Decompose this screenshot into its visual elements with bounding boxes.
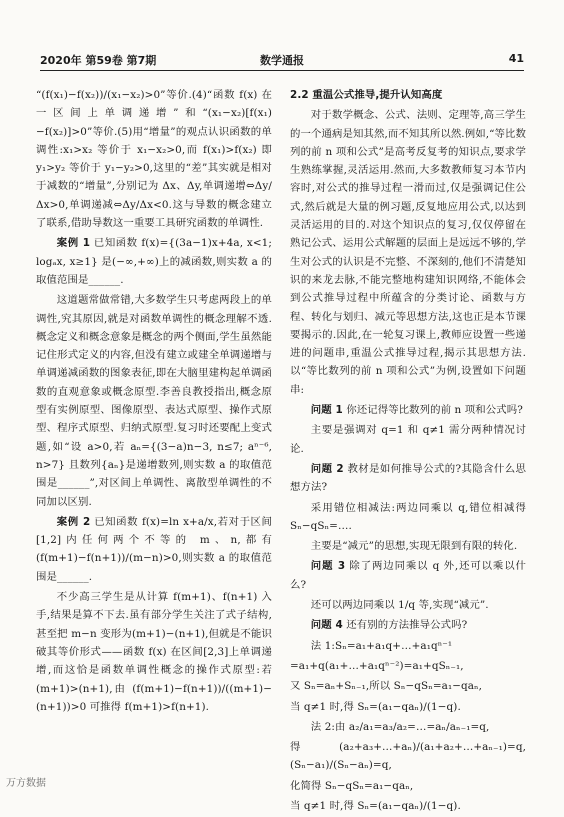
question-3-label: 问题 3 <box>310 560 346 573</box>
paragraph: 不少高三学生是从计算 f(m+1)、f(n+1) 入手,结果是算不下去.虽有部分学生关注了式子结构,甚至把 m−n 变形为(m+1)−(n+1),但就是不能识破其等价形式——函数 f(x) 在区间[2,3]上单调递增,而这恰是函数单调性概念的操作式原型:若(m+1)>(n+1),由 (f(m+1)−f(n+1))/((m+1)−(n+1))>0 可推得 f(m+1)>f(n+1). <box>36 591 272 713</box>
question-2 <box>290 460 526 497</box>
question-1-text: 你还记得等比数列的前 n 项和公式吗? <box>346 404 523 417</box>
case-1 <box>36 234 272 289</box>
method-1-line: 又 Sₙ=aₙ+Sₙ₋₁,所以 Sₙ−qSₙ=a₁−qaₙ, <box>290 680 483 693</box>
question-2-text: 教材是如何推导公式的?其隐含什么思想方法? <box>290 462 526 494</box>
method-2-line: 当 q≠1 时,得 Sₙ=(a₁−qaₙ)/(1−q). <box>290 799 461 812</box>
method-2-line: 得 (a₂+a₃+…+aₙ)/(a₁+a₂+…+aₙ₋₁)=q,(Sₙ−a₁)/(Sₙ−aₙ)=q, <box>290 741 526 772</box>
case-2-text: 已知函数 f(x)=ln x+a/x,若对于区间[1,2]内任何两个不等的 m、n,都有 (f(m+1)−f(n+1))/(m−n)>0,则实数 a 的取值范围是______. <box>36 515 273 583</box>
question-3 <box>290 557 526 594</box>
question-1-note: 主要是强调对 q=1 和 q≠1 需分两种情况讨论. <box>290 424 526 455</box>
paragraph: 这道题常做常错,大多数学生只考虑两段上的单调性,究其原因,就是对函数单调性的概念理解不透.概念定义和概念意象是概念的两个侧面,学生虽然能记住形式定义的内容,但没有建立或建全单调递增与单调递减函数的图象表征,即在大脑里建构起单调函数的直观意象或概念原型.李善良教授指出,概念原型有实例原型、图像原型、表达式原型、操作式原型、程序式原型、归纳式原型.复习时还要配上变式题,如“设 a>0,若 aₙ={(3−a)n−3, n≤7; aⁿ⁻⁶, n>7} 且数列{aₙ}是递增数列,则实数 a 的取值范围是______”,对区间上单调性、离散型单调性的不同加以区别. <box>36 294 272 508</box>
method-1-line: =a₁+q(a₁+…+a₁qⁿ⁻²)=a₁+qSₙ₋₁, <box>290 659 464 672</box>
page-header <box>40 50 524 71</box>
issue-info: 2020年 第59卷 第7期 <box>40 54 157 67</box>
section-title: 2.2 重温公式推导,提升认知高度 <box>290 89 443 101</box>
case-1-label: 案例 1 <box>56 237 91 250</box>
question-4-label: 问题 4 <box>310 619 343 632</box>
question-3-note: 还可以两边同乘以 1/q 等,实现“减元”. <box>310 599 489 612</box>
method-2-line: 化简得 Sₙ−qSₙ=a₁−qaₙ, <box>290 779 414 792</box>
case-2-label: 案例 2 <box>56 515 91 528</box>
question-4-text: 还有别的方法推导公式吗? <box>346 619 468 632</box>
case-2 <box>36 513 272 586</box>
case-1-text: 已知函数 f(x)={(3a−1)x+4a, x<1; logₐx, x≥1} 是(−∞,+∞)上的减函数,则实数 a 的取值范围是______. <box>36 237 272 286</box>
paragraph: 对于数学概念、公式、法则、定理等,高三学生的一个通病是知其然,而不知其所以然.例如,“等比数列的前 n 项和公式”是高考反复考的知识点,要求学生熟练掌握,灵活运用.然而,大多数教师复习本节内容时,对公式的推导过程一滑而过,仅是强调记住公式,然后就是大量的例习题,反复地应用公式,以达到灵活运用的目的.对这个知识点的复习,仅仅停留在熟记公式、运用公式解题的层面上是远远不够的,学生对公式的认识是不完整、不深刻的,他们不清楚知识的来龙去脉,不能完整地构建知识网络,不能体会到公式推导过程中所蕴含的分类讨论、函数与方程、转化与划归、减元等思想方法,这也正是本节课要揭示的.因此,在一轮复习课上,教师应设置一些递进的问题串,重温公式推导过程,揭示其思想方法.以“等比数列的前 n 项和公式”为例,设置如下问题串: <box>290 109 526 396</box>
question-4 <box>290 616 526 634</box>
method-1-line: 法 1:Sₙ=a₁+a₁q+…+a₁qⁿ⁻¹ <box>310 639 453 652</box>
right-column <box>290 86 526 817</box>
method-1-line: 当 q≠1 时,得 Sₙ=(a₁−qaₙ)/(1−q). <box>290 700 461 713</box>
question-1 <box>290 401 526 419</box>
question-2-label: 问题 2 <box>310 462 344 475</box>
watermark: 万方数据 <box>6 778 46 789</box>
method-2-line: 法 2:由 a₂/a₁=a₃/a₂=…=aₙ/aₙ₋₁=q, <box>310 720 490 733</box>
question-3-text: 除了两边同乘以 q 外,还可以乘以什么? <box>290 560 526 591</box>
question-2-note: 主要是“减元”的思想,实现无限到有限的转化. <box>310 540 518 553</box>
question-2-note: 采用错位相减法:两边同乘以 q,错位相减得 Sₙ−qSₙ=…. <box>290 501 526 532</box>
question-1-label: 问题 1 <box>310 404 343 417</box>
paragraph: “(f(x₁)−f(x₂))/(x₁−x₂)>0”等价.(4)“函数 f(x) 在一区间上单调递增”和“(x₁−x₂)[f(x₁)−f(x₂)]>0”等价.(5)用“增量”的观点认识函数的单调性:x₁>x₂ 等价于 x₁−x₂>0,而 f(x₁)>f(x₂) 即 y₁>y₂ 等价于 y₁−y₂>0,这里的“差”其实就是相对于减数的“增量”,分别记为 Δx、Δy,单调递增⇔Δy/Δx>0,单调递减⇔Δy/Δx<0.这与导数的概念建立了联系,借助导数这一重要工具研究函数的单调性. <box>36 89 272 230</box>
page-number: 41 <box>508 52 524 65</box>
left-column <box>36 86 272 718</box>
journal-title: 数学通报 <box>260 54 304 67</box>
